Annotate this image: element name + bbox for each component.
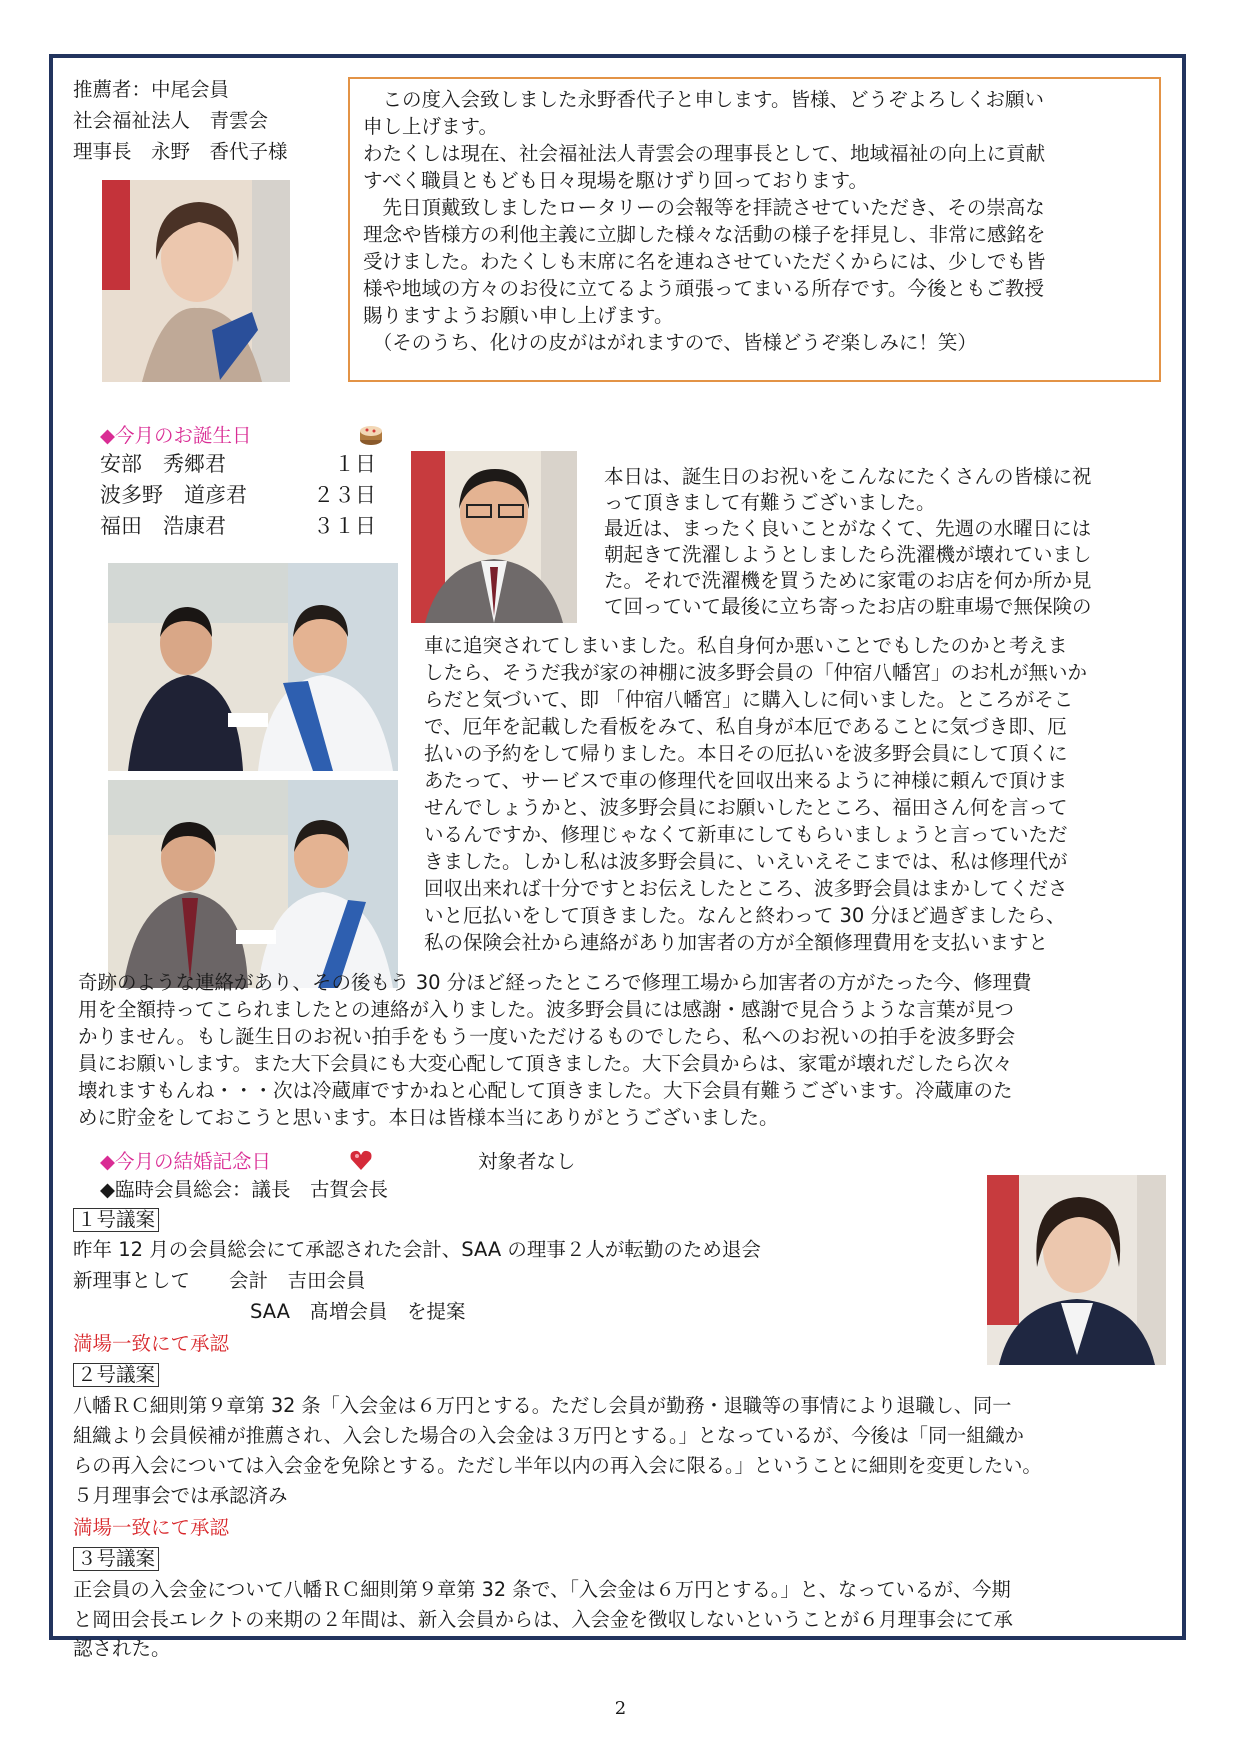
- recommender-line: 推薦者：中尾会員: [73, 78, 230, 101]
- birthday-member-day: ３１日: [313, 514, 376, 538]
- intro-line: 受けました。わたくしも末席に名を連ねさせていただくからには、少しでも皆: [363, 250, 1046, 273]
- birthday-member-name: 安部 秀郷君: [100, 452, 226, 476]
- intro-line: 様や地域の方々のお役に立てるよう頑張ってまいる所存です。今後ともご教授: [363, 277, 1044, 300]
- assembly-heading: ◆臨時会員総会：議長 古賀会長: [100, 1178, 388, 1201]
- motion-1-label-text: １号議案: [73, 1208, 159, 1232]
- wedding-note: 対象者なし: [478, 1150, 576, 1173]
- birthday-gift-photo-1: [108, 563, 398, 771]
- speech-line: 最近は、まったく良いことがなくて、先週の水曜日には: [604, 517, 1092, 540]
- motion-3-line: と岡田会長エレクトの来期の２年間は、新入会員からは、入会金を徴収しないということが６月理事会にて承: [73, 1608, 1013, 1631]
- intro-line: 理念や皆様方の利他主義に立脚した様々な活動の様子を拝見し、非常に感銘を: [363, 223, 1046, 246]
- motion-2-label-text: ２号議案: [73, 1363, 159, 1387]
- motion-3-label-text: ３号議案: [73, 1547, 159, 1571]
- motion-2-result: 満場一致にて承認: [73, 1516, 230, 1539]
- birthday-speaker-photo: [411, 451, 577, 623]
- motion-1-line: 昨年 12 月の会員総会にて承認された会計、SAA の理事２人が転勤のため退会: [73, 1238, 761, 1261]
- birthday-member-day: １日: [334, 452, 376, 476]
- speech-line: 私の保険会社から連絡があり加害者の方が全額修理費用を支払いますと: [424, 931, 1049, 954]
- birthday-member-day: ２３日: [313, 483, 376, 507]
- birthday-member-name: 波多野 道彦君: [100, 483, 247, 507]
- motion-3-label: [73, 1546, 159, 1572]
- speech-line: いと厄払いをして頂きました。なんと終わって 30 分ほど過ぎましたら、: [424, 904, 1066, 927]
- motion-2-label: [73, 1362, 159, 1388]
- speech-line: かりません。もし誕生日のお祝い拍手をもう一度いただけるものでしたら、私へのお祝いの拍手を波多野会: [78, 1025, 1016, 1048]
- intro-line: 申し上げます。: [363, 115, 498, 138]
- motion-1-label: [73, 1207, 159, 1233]
- speech-line: 員にお願いします。また大下会員にも大変心配して頂きました。大下会員からは、家電が壊れだしたら次々: [78, 1052, 1013, 1075]
- motion-2-line: 八幡ＲＣ細則第９章第 32 条「入会金は６万円とする。ただし会員が勤務・退職等の事情により退職し、同一: [73, 1394, 1012, 1417]
- speech-line: 車に追突されてしまいました。私自身何か悪いことでもしたのかと考えま: [424, 634, 1068, 657]
- motion-1-line: SAA 髙増会員 を提案: [250, 1300, 466, 1323]
- intro-line: わたくしは現在、社会福祉法人青雲会の理事長として、地域福祉の向上に貢献: [363, 142, 1046, 165]
- intro-line: （そのうち、化けの皮がはがれますので、皆様どうぞ楽しみに！笑）: [363, 331, 977, 354]
- intro-line: 賜りますようお願い申し上げます。: [363, 304, 674, 327]
- intro-line: すべく職員ともども日々現場を駆けずり回っております。: [363, 169, 869, 192]
- speech-line: た。それで洗濯機を買うために家電のお店を何か所か見: [604, 569, 1092, 592]
- intro-line: この度入会致しました永野香代子と申します。皆様、どうぞよろしくお願い: [363, 88, 1044, 111]
- motion-1-result: 満場一致にて承認: [73, 1332, 230, 1355]
- speech-line: らだと気づいて、即 「仲宿八幡宮」に購入しに伺いました。ところがそこ: [424, 688, 1074, 711]
- speech-line: 壊れますもんね・・・次は冷蔵庫ですかねと心配して頂きました。大下会員有難うございます。冷蔵庫のた: [78, 1079, 1013, 1102]
- birthday-member-name: 福田 浩康君: [100, 514, 226, 538]
- birthday-heading: ◆今月のお誕生日: [100, 424, 252, 447]
- motion-2-line: ５月理事会では承認済み: [73, 1484, 288, 1507]
- speech-line: で、厄年を記載した看板をみて、私自身が本厄であることに気づき即、厄: [424, 715, 1067, 738]
- speech-line: 用を全額持ってこられましたとの連絡が入りました。波多野会員には感謝・感謝で見合うような言葉が見つ: [78, 998, 1015, 1021]
- birthday-gift-photo-2: [108, 780, 398, 988]
- motion-2-line: 組織より会員候補が推薦され、入会した場合の入会金は３万円とする。」となっているが、今後は「同一組織か: [73, 1424, 1024, 1447]
- speech-line: あたって、サービスで車の修理代を回収出来るように神様に頼んで頂けま: [424, 769, 1068, 792]
- speech-line: めに貯金をしておこうと思います。本日は皆様本当にありがとうございました。: [78, 1106, 779, 1129]
- motion-1-line: 新理事として 会計 吉田会員: [73, 1269, 366, 1292]
- speech-line: 回収出来れば十分ですとお伝えしたところ、波多野会員はまかしてくださ: [424, 877, 1068, 900]
- motion-3-line: 認された。: [73, 1637, 171, 1660]
- recommender-line: 社会福祉法人 青雲会: [73, 109, 269, 132]
- speech-line: 本日は、誕生日のお祝いをこんなにたくさんの皆様に祝: [604, 465, 1092, 488]
- intro-line: 先日頂戴致しましたロータリーの会報等を拝読させていただき、その崇高な: [363, 196, 1045, 219]
- speech-line: いるんですか、修理じゃなくて新車にしてもらいましょうと言っていただ: [424, 823, 1068, 846]
- motion-2-line: らの再入会については入会金を免除とする。ただし半年以内の再入会に限る。」ということに細則を変更したい。: [73, 1454, 1042, 1477]
- new-member-photo: [102, 180, 290, 382]
- speech-line: って頂きまして有難うございました。: [604, 491, 936, 514]
- page-number: 2: [614, 1698, 627, 1719]
- speech-line: て回っていて最後に立ち寄ったお店の駐車場で無保険の: [604, 595, 1092, 618]
- heart-icon: [349, 1150, 373, 1172]
- cake-icon: [358, 421, 384, 447]
- wedding-heading: ◆今月の結婚記念日: [100, 1150, 271, 1173]
- motion-3-line: 正会員の入会金について八幡ＲＣ細則第９章第 32 条で、「入会金は６万円とする。」と、なっているが、今期: [73, 1578, 1011, 1601]
- speech-line: 奇跡のような連絡があり、その後もう 30 分ほど経ったところで修理工場から加害者の方がたった今、修理費: [78, 971, 1032, 994]
- speech-line: せんでしょうかと、波多野会員にお願いしたところ、福田さん何を言って: [424, 796, 1068, 819]
- speech-line: きました。しかし私は波多野会員に、いえいえそこまでは、私は修理代が: [424, 850, 1068, 873]
- chairperson-photo: [987, 1175, 1166, 1365]
- recommender-line: 理事長 永野 香代子様: [73, 140, 288, 163]
- speech-line: 朝起きて洗濯しようとしましたら洗濯機が壊れていまし: [604, 543, 1092, 566]
- speech-line: したら、そうだ我が家の神棚に波多野会員の「仲宿八幡宮」のお札が無いか: [424, 661, 1088, 684]
- speech-line: 払いの予約をして帰りました。本日その厄払いを波多野会員にして頂くに: [424, 742, 1068, 765]
